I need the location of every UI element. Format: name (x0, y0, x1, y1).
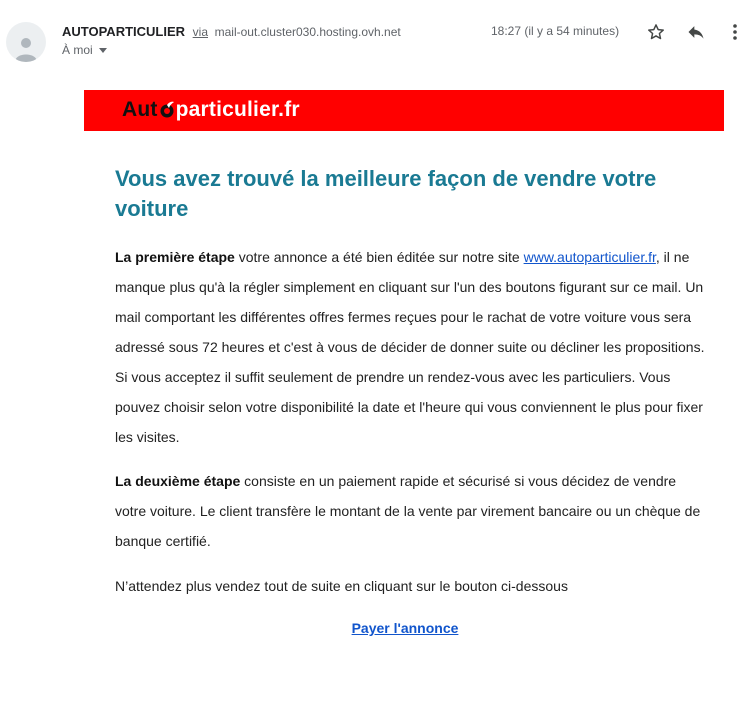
step-one-text-b: , il ne manque plus qu'à la régler simplement en cliquant sur l'un des boutons figurant sur ce mail. Un mail comportant les différentes offres fermes reçues pour le rachat de votre voiture vous sera adressé sous 72 heures et c'est à vous de décider de donner suite ou décliner les propositions. Si vous acceptez il suffit seulement de prendre un rendez-vous avec les particuliers. Vous pouvez choisir selon votre disponibilité la date et l'heure qui vous conviennent le plus pour fixer les visites. (115, 249, 705, 445)
star-button[interactable] (645, 21, 667, 43)
via-address: mail-out.cluster030.hosting.ovh.net (214, 25, 401, 39)
step-two-text: consiste en un paiement rapide et sécurisé si vous décidez de vendre votre voiture. Le client transfère le montant de la vente par virement bancaire ou un chèque de banque certifié. (115, 473, 701, 549)
reply-icon (686, 22, 706, 42)
recipient-dropdown[interactable] (62, 43, 107, 57)
sender-line (62, 24, 401, 39)
step-one-text-a: votre annonce a été bien éditée sur notre site (234, 249, 524, 265)
paragraph-call-to-action: N’attendez plus vendez tout de suite en cliquant sur le bouton ci-dessous (115, 578, 568, 594)
more-options-button[interactable] (727, 21, 743, 43)
brand-banner (84, 90, 724, 131)
paragraph-step-one (115, 242, 705, 452)
recipient-label: À moi (62, 43, 93, 57)
paragraph-step-two (115, 466, 705, 556)
pay-listing-link[interactable]: Payer l'annonce (351, 620, 459, 636)
cta-container (0, 620, 753, 636)
more-icon (732, 22, 738, 42)
brand-logo (122, 98, 300, 122)
site-link[interactable]: www.autoparticulier.fr (523, 249, 656, 265)
avatar-icon (13, 32, 39, 62)
sender-avatar[interactable] (6, 22, 46, 62)
logo-text-light: particulier.fr (175, 98, 300, 121)
sender-name[interactable]: AUTOPARTICULIER (62, 24, 186, 39)
step-two-label: La deuxième étape (115, 473, 241, 489)
star-icon (646, 22, 666, 42)
chevron-down-icon (99, 48, 107, 53)
reply-button[interactable] (685, 21, 707, 43)
logo-text-dark: Aut (122, 98, 158, 121)
timestamp: 18:27 (il y a 54 minutes) (491, 24, 620, 38)
step-one-label: La première étape (115, 249, 235, 265)
via-link[interactable]: via (192, 25, 208, 39)
email-title: Vous avez trouvé la meilleure façon de vendre votre voiture (115, 166, 657, 221)
logo-o-icon (159, 100, 175, 120)
